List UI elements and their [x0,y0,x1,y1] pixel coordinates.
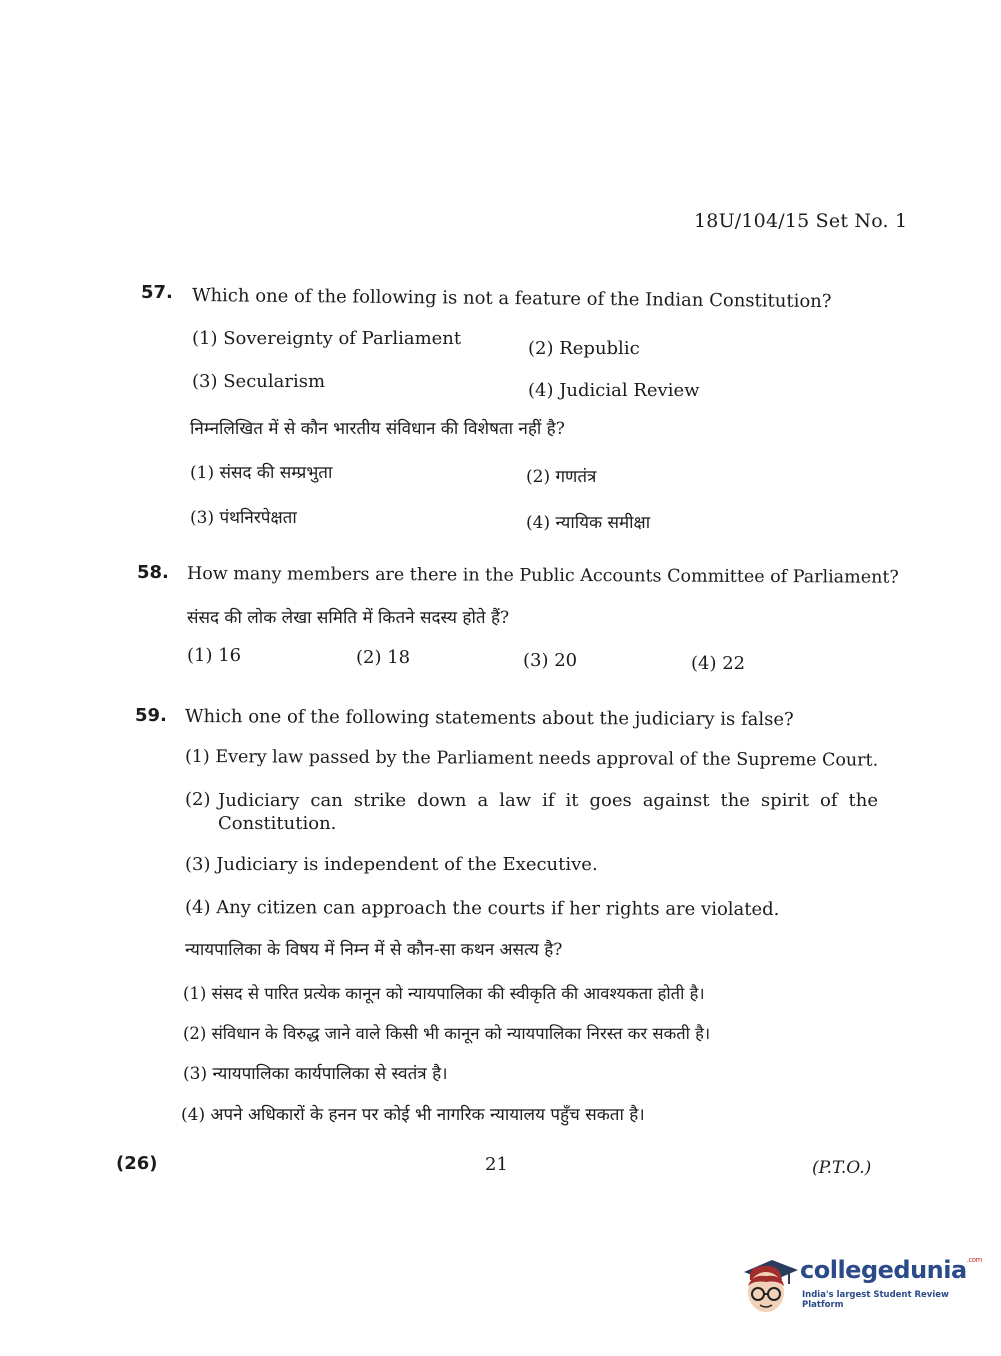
question-number: 58. [137,562,169,583]
option-4-en: (4) Judicial Review [528,380,700,401]
option-3-hi: (3) न्यायपालिका कार्यपालिका से स्वतंत्र है। [183,1064,448,1084]
set-code: 18U/104/15 Set No. 1 [694,210,908,232]
option-3-en: (3) Secularism [192,371,326,392]
brand-suffix: .com [966,1256,982,1264]
option-1-en: (1) Every law passed by the Parliament needs approval of the Supreme Court. [184,747,879,771]
option-3-hi: (3) पंथनिरपेक्षता [190,508,297,528]
booklet-code: (26) [116,1153,158,1174]
option-2-hi: (2) गणतंत्र [526,467,597,487]
option-1: (1) 16 [187,645,242,666]
mascot-icon [742,1252,798,1314]
option-2-hi: (2) संविधान के विरुद्ध जाने वाले किसी भी कानून को न्यायपालिका निरस्त कर सकती है। [183,1024,711,1043]
option-4-hi: (4) अपने अधिकारों के हनन पर कोई भी नागरिक न्यायालय पहुँच सकता है। [181,1105,645,1125]
option-1-en: (1) Sovereignty of Parliament [192,328,462,349]
option-1-hi: (1) संसद की सम्प्रभुता [190,463,333,483]
collegedunia-watermark [742,1252,982,1314]
question-text-en: Which one of the following statements about the judiciary is false? [184,706,794,731]
option-4-hi: (4) न्यायिक समीक्षा [526,513,651,533]
question-text-en: How many members are there in the Public Accounts Committee of Parliament? [186,564,899,588]
option-3-en: (3) Judiciary is independent of the Executive. [185,854,598,875]
option-2-en: (2) Republic [528,338,640,359]
question-text-en: Which one of the following is not a feature of the Indian Constitution? [191,285,832,313]
page-number: 21 [485,1154,508,1175]
question-number: 59. [135,705,167,726]
question-text-hi: न्यायपालिका के विषय में निम्न में से कौन-सा कथन असत्य है? [185,940,563,960]
pto-note: (P.T.O.) [812,1158,872,1178]
option-4: (4) 22 [691,653,746,674]
option-2-en-label: (2) [185,789,211,810]
option-2-en: Judiciary can strike down a law if it goes against the spirit of the Constitution. [218,790,878,834]
option-4-en: (4) Any citizen can approach the courts if her rights are violated. [184,897,780,921]
question-text-hi: संसद की लोक लेखा समिति में कितने सदस्य होते हैं? [187,608,510,628]
question-text-hi: निम्नलिखित में से कौन भारतीय संविधान की विशेषता नहीं है? [190,419,565,439]
brand-name: collegedunia$^{.com}$ [800,1256,982,1284]
option-3: (3) 20 [523,650,578,671]
option-1-hi: (1) संसद से पारित प्रत्येक कानून को न्यायपालिका की स्वीकृति की आवश्यकता होती है। [183,984,705,1003]
brand-tagline: India's largest Student Review Platform [802,1290,949,1310]
option-2: (2) 18 [356,647,411,668]
question-number: 57. [141,282,173,303]
